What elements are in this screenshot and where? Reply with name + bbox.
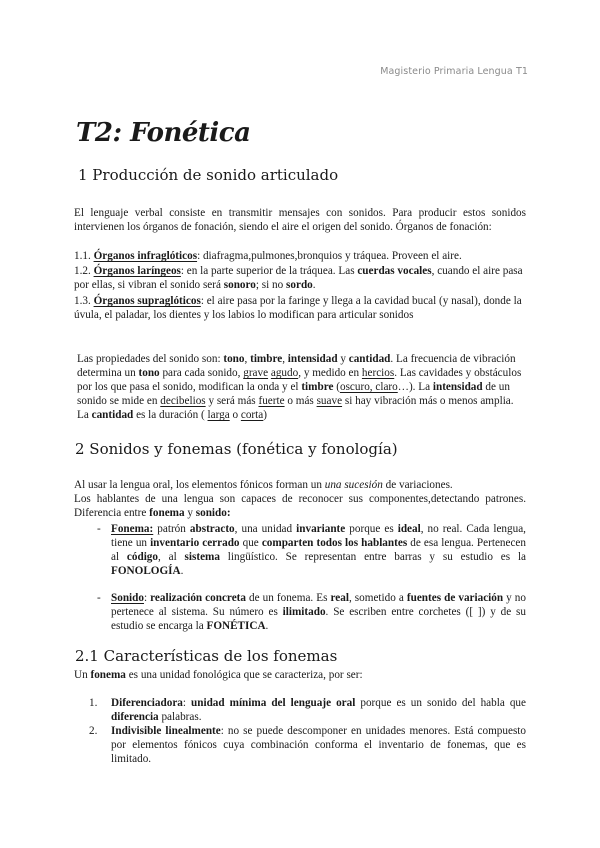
intro-text: Al usar la lengua oral, los elementos fónicos forman un: [74, 479, 325, 491]
fonema-text: de esa lengua. Pertenecen al: [111, 537, 526, 563]
indivisible-term: Indivisible linealmente: [111, 725, 221, 737]
diferencia-term: diferencia: [111, 711, 159, 723]
section-2-1-heading: 2.1 Características de los fonemas: [75, 647, 338, 665]
props-text: (: [333, 381, 340, 393]
fuentes-variacion-term: fuentes de variación: [406, 592, 504, 604]
section-2-1-intro: [74, 668, 526, 682]
intro-text: de variaciones.: [382, 479, 453, 491]
item-text: palabras.: [158, 711, 202, 723]
props-text: . La frecuencia de vibración determina un: [77, 353, 516, 379]
running-header: Magisterio Primaria Lengua T1: [380, 66, 528, 77]
sound-properties-paragraph: [77, 352, 527, 422]
codigo-term: código: [126, 551, 158, 563]
fonema-definition-term: Fonema:: [111, 523, 154, 535]
dash-bullet: -: [97, 523, 101, 535]
tono-term: tono: [138, 367, 160, 379]
tono-term: tono: [223, 353, 245, 365]
props-text: si hay vibración más o menos amplia. La: [77, 395, 514, 421]
realizacion-concreta-term: realización concreta: [150, 592, 246, 604]
organ-2-term: Órganos laríngeos: [93, 265, 181, 277]
fonologia-term: FONOLOGÍA: [111, 565, 181, 577]
intro-text: es una unidad fonológica que se caracteriza, por ser:: [125, 669, 363, 681]
organ-1-text: : diafragma,pulmones,bronquios y tráquea. Proveen el aire.: [197, 250, 462, 262]
fuerte-term: fuerte: [258, 395, 285, 407]
ilimitado-term: ilimitado: [282, 606, 326, 618]
comparten-term: comparten todos los hablantes: [261, 537, 408, 549]
hablantes-text: Los hablantes de una lengua son capaces de reconocer sus componentes,detectando patrones. Diferencia entre: [74, 493, 526, 519]
fonema-term: fonema: [149, 507, 185, 519]
fonema-text: porque es: [345, 523, 398, 535]
section-2-heading: 2 Sonidos y fonemas (fonética y fonología): [75, 440, 398, 458]
larga-term: larga: [207, 409, 230, 421]
section-2-intro: [74, 478, 526, 492]
hablantes-text: y: [184, 507, 196, 519]
sistema-term: sistema: [184, 551, 220, 563]
grave-term: grave: [243, 367, 269, 379]
props-text: o: [229, 409, 241, 421]
sonido-text: .: [265, 620, 269, 632]
corta-term: corta: [240, 409, 264, 421]
timbre-term: timbre: [301, 381, 334, 393]
fonema-text: que: [239, 537, 262, 549]
item-text: :: [182, 697, 192, 709]
timbre-term: timbre: [250, 353, 283, 365]
unidad-minima-term: unidad mínima del lenguaje oral: [191, 697, 356, 709]
sonoro-term: sonoro: [223, 279, 256, 291]
page-title: T2: Fonética: [76, 118, 251, 148]
props-text: de un sonido se mide en: [77, 381, 510, 407]
props-text: …). La: [397, 381, 433, 393]
sonido-term: sonido:: [195, 507, 231, 519]
agudo-term: agudo: [270, 367, 299, 379]
sonido-definition: [97, 591, 526, 633]
organ-3-text: : el aire pasa por la faringe y llega a la cavidad bucal (y nasal), donde la úvula, el paladar, los dientes y los labios lo modifican para articular sonidos: [74, 295, 522, 321]
props-text: Las propiedades del sonido son:: [77, 353, 224, 365]
organ-2-text: , cuando el aire pasa por ellas, si vibran el sonido será: [74, 265, 523, 291]
organ-2-text: .: [312, 279, 316, 291]
props-text: y será más: [205, 395, 259, 407]
fonema-term: fonema: [90, 669, 126, 681]
sonido-definition-term: Sonido: [111, 592, 144, 604]
props-text: para cada sonido,: [159, 367, 244, 379]
props-text: ): [263, 409, 267, 421]
diferenciadora-term: Diferenciadora: [111, 697, 183, 709]
ideal-term: ideal: [397, 523, 421, 535]
sonido-text: y no pertenece al sistema. Su número es: [111, 592, 526, 618]
sonido-text: , sometido a: [348, 592, 407, 604]
fonema-text: patrón: [153, 523, 190, 535]
props-text: ,: [244, 353, 251, 365]
props-text: y: [337, 353, 349, 365]
organ-item-1: [74, 249, 526, 263]
organ-3-number: 1.3.: [74, 295, 91, 307]
props-text: es la duración (: [133, 409, 208, 421]
fonema-definition: [97, 522, 527, 578]
sordo-term: sordo: [286, 279, 313, 291]
intensidad-term: intensidad: [432, 381, 483, 393]
fonema-text: lingüístico. Se representan entre barras y su estudio es la: [219, 551, 527, 563]
fonema-text: , no real. Cada lengua, tiene un: [111, 523, 526, 549]
organ-1-number: 1.1.: [74, 250, 91, 262]
sonido-text: de un fonema. Es: [245, 592, 331, 604]
props-text: ,: [282, 353, 288, 365]
item-text: porque es un sonido del habla que: [355, 697, 526, 709]
organ-2-text: ; si no: [255, 279, 287, 291]
item-number: 1.: [89, 697, 98, 709]
organ-2-text: : en la parte superior de la tráquea. Las: [180, 265, 358, 277]
intensidad-term: intensidad: [287, 353, 338, 365]
organ-3-term: Órganos supraglóticos: [93, 295, 201, 307]
fonetica-term: FONÉTICA: [206, 620, 266, 632]
organ-1-term: Órganos infraglóticos: [93, 250, 198, 262]
cantidad-term: cantidad: [91, 409, 134, 421]
organ-item-3: [74, 294, 526, 322]
intro-text: Un: [74, 669, 91, 681]
organ-2-number: 1.2.: [74, 265, 91, 277]
hercios-term: hercios: [361, 367, 395, 379]
sucesion-term: una sucesión: [324, 479, 383, 491]
sonido-text: :: [143, 592, 151, 604]
real-term: real: [330, 592, 349, 604]
section-1-intro: El lenguaje verbal consiste en transmitir mensajes con sonidos. Para producir estos sonidos intervienen los órganos de fonación, siendo el aire el origen del sonido. Órganos de fonación:: [74, 207, 526, 233]
fonema-text: .: [180, 565, 184, 577]
fonema-text: , una unidad: [234, 523, 297, 535]
inventario-cerrado-term: inventario cerrado: [150, 537, 240, 549]
organ-item-2: [74, 264, 526, 292]
hablantes-paragraph: [74, 492, 526, 520]
fonema-text: , al: [158, 551, 185, 563]
item-text: : no se puede descomponer en unidades menores. Está compuesto por elementos fónicos cuya combinación conforma el inventario de fonemas, que es limitado.: [111, 725, 526, 765]
cuerdas-vocales-term: cuerdas vocales: [357, 265, 432, 277]
decibelios-term: decibelios: [160, 395, 206, 407]
suave-term: suave: [316, 395, 343, 407]
invariante-term: invariante: [296, 523, 346, 535]
section-1-heading: 1 Producción de sonido articulado: [78, 166, 339, 184]
dash-bullet: -: [97, 592, 101, 604]
oscuro-claro-term: oscuro, claro: [339, 381, 398, 393]
characteristic-item-2: [89, 724, 526, 766]
sonido-text: . Se escriben entre corchetes ([ ]) y de su estudio se encarga la: [111, 606, 526, 632]
props-text: , y medido en: [298, 367, 362, 379]
abstracto-term: abstracto: [189, 523, 235, 535]
props-text: . Las cavidades y obstáculos por los que pasa el sonido, modifican la onda y el: [77, 367, 522, 393]
cantidad-term: cantidad: [348, 353, 391, 365]
item-number: 2.: [89, 725, 98, 737]
props-text: o más: [284, 395, 317, 407]
characteristic-item-1: [89, 696, 526, 724]
